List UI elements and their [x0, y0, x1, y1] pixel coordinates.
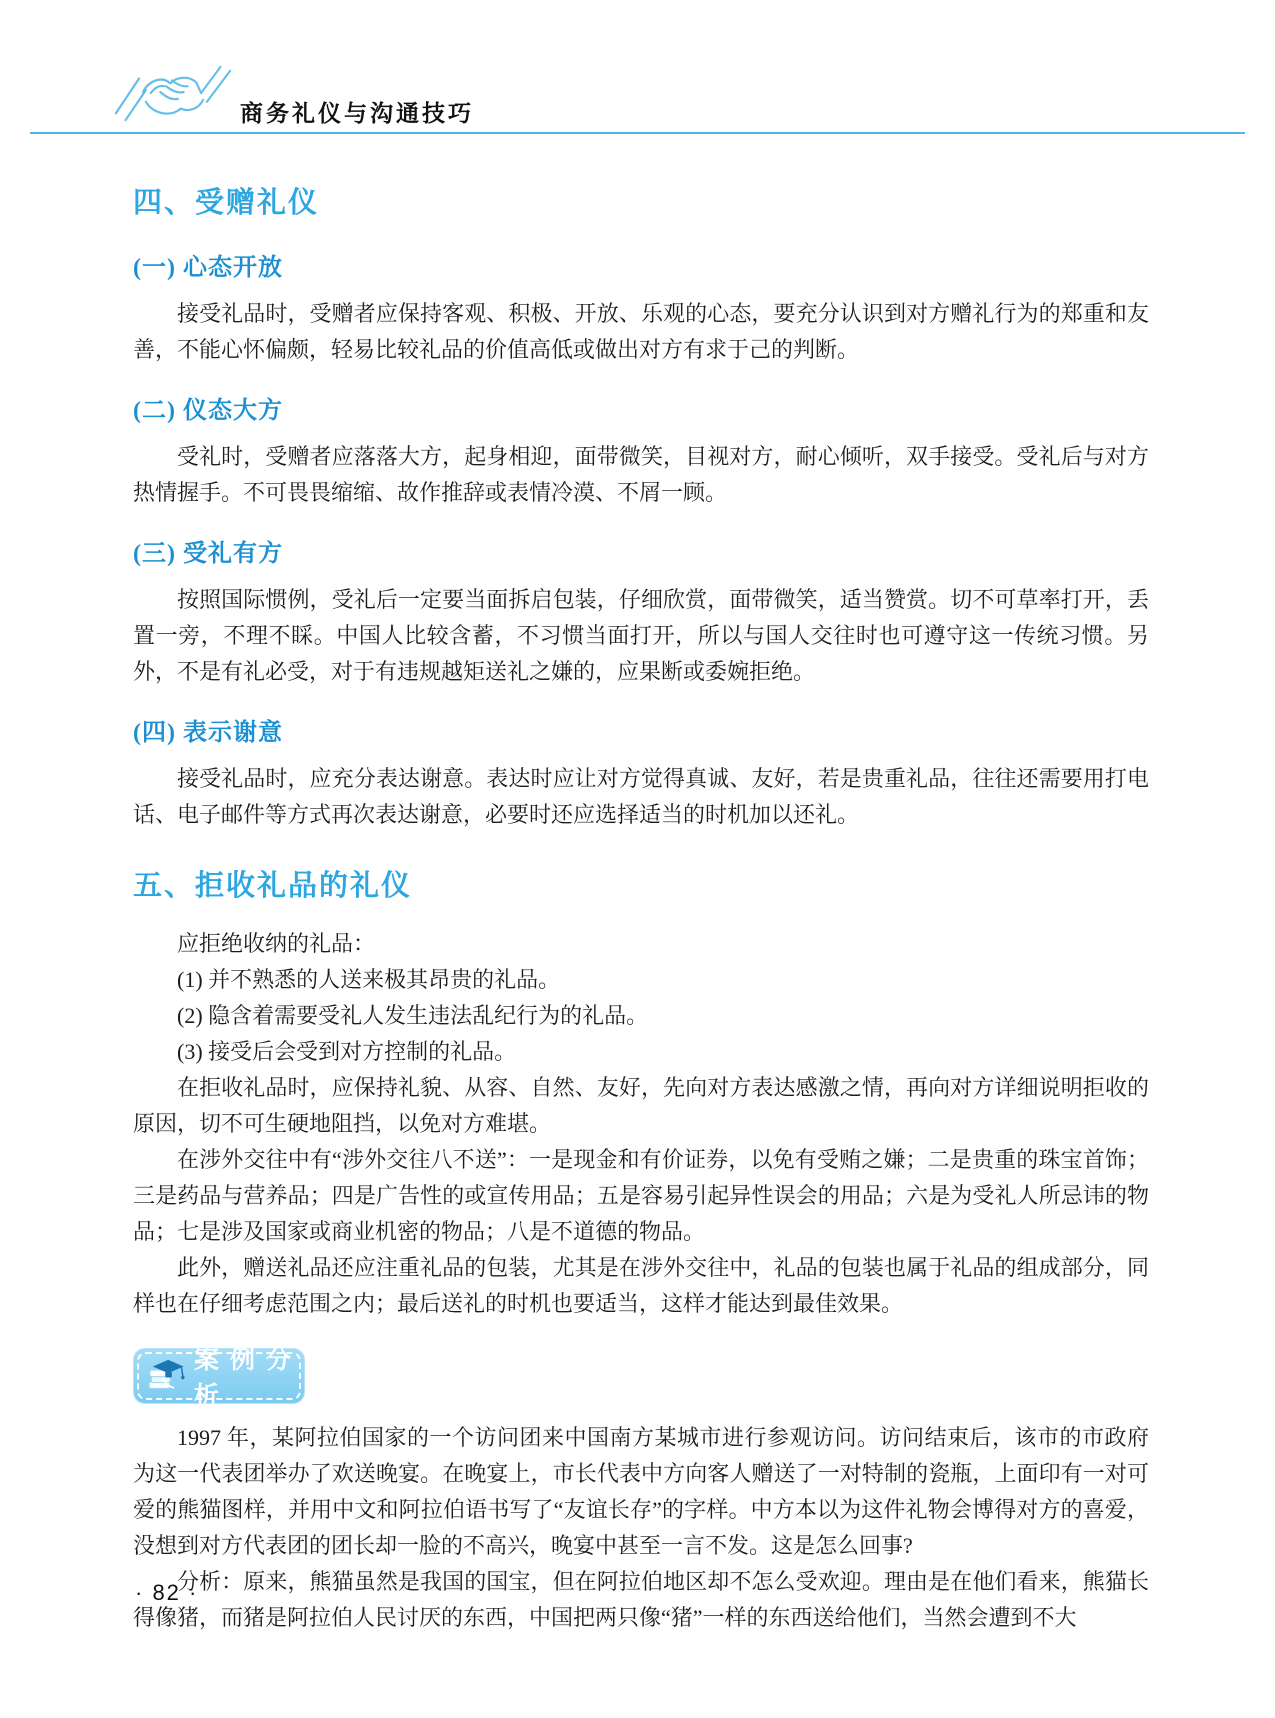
books-graduation-cap-icon	[144, 1354, 188, 1398]
paragraph: 在涉外交往中有“涉外交往八不送”：一是现金和有价证券，以免有受贿之嫌；二是贵重的珠宝首饰；三是药品与营养品；四是广告性的或宣传用品；五是容易引起异性误会的用品；六是为受礼人所忌讳的物品；七是涉及国家或商业机密的物品；八是不道德的物品。	[133, 1147, 1149, 1244]
handshake-icon	[110, 62, 236, 126]
case-paragraph: 1997 年，某阿拉伯国家的一个访问团来中国南方某城市进行参观访问。访问结束后，该市的市政府为这一代表团举办了欢送晚宴。在晚宴上，市长代表中方向客人赠送了一对特制的瓷瓶，上面印有一对可爱的熊猫图样，并用中文和阿拉伯语书写了“友谊长存”的字样。中方本以为这件礼物会博得对方的喜爱，没想到对方代表团的团长却一脸的不高兴，晚宴中甚至一言不发。这是怎么回事?	[133, 1425, 1149, 1558]
page-content	[133, 180, 1149, 1636]
list-item-2: (2) 隐含着需要受礼人发生违法乱纪行为的礼品。	[177, 1003, 649, 1028]
subsection-heading-2: (二) 仪态大方	[133, 398, 283, 424]
paragraph: 按照国际惯例，受礼后一定要当面拆启包装，仔细欣赏，面带微笑，适当赞赏。切不可草率打开，丢置一旁，不理不睬。中国人比较含蓄，不习惯当面打开，所以与国人交往时也可遵守这一传统习惯。另外，不是有礼必受，对于有违规越矩送礼之嫌的，应果断或委婉拒绝。	[133, 587, 1149, 684]
page-number: · 82 ·	[135, 1580, 199, 1605]
paragraph: 在拒收礼品时，应保持礼貌、从容、自然、友好，先向对方表达感激之情，再向对方详细说明拒收的原因，切不可生硬地阻挡，以免对方难堪。	[133, 1075, 1149, 1136]
list-item-3: (3) 接受后会受到对方控制的礼品。	[177, 1039, 517, 1064]
subsection-heading-1: (一) 心态开放	[133, 255, 283, 281]
paragraph: 此外，赠送礼品还应注重礼品的包装，尤其是在涉外交往中，礼品的包装也属于礼品的组成部分，同样也在仔细考虑范围之内；最后送礼的时机也要适当，这样才能达到最佳效果。	[133, 1255, 1149, 1316]
case-analysis-label: 案例分析	[194, 1347, 294, 1410]
section-heading-5: 五、拒收礼品的礼仪	[133, 870, 413, 902]
paragraph: 受礼时，受赠者应落落大方，起身相迎，面带微笑，目视对方，耐心倾听，双手接受。受礼后与对方热情握手。不可畏畏缩缩、故作推辞或表情冷漠、不屑一顾。	[133, 444, 1149, 505]
subsection-heading-3: (三) 受礼有方	[133, 541, 283, 567]
header-divider	[30, 132, 1245, 134]
paragraph: 接受礼品时，受赠者应保持客观、积极、开放、乐观的心态，要充分认识到对方赠礼行为的郑重和友善，不能心怀偏颇，轻易比较礼品的价值高低或做出对方有求于己的判断。	[133, 301, 1149, 362]
list-intro: 应拒绝收纳的礼品：	[177, 931, 376, 956]
list-item-1: (1) 并不熟悉的人送来极其昂贵的礼品。	[177, 967, 561, 992]
case-analysis-section	[133, 1348, 1149, 1636]
book-title: 商务礼仪与沟通技巧	[240, 100, 474, 126]
paragraph: 接受礼品时，应充分表达谢意。表达时应让对方觉得真诚、友好，若是贵重礼品，往往还需要用打电话、电子邮件等方式再次表达谢意，必要时还应选择适当的时机加以还礼。	[133, 766, 1149, 827]
case-paragraph: 分析：原来，熊猫虽然是我国的国宝，但在阿拉伯地区却不怎么受欢迎。理由是在他们看来，熊猫长得像猪，而猪是阿拉伯人民讨厌的东西，中国把两只像“猪”一样的东西送给他们，当然会遭到不大	[133, 1569, 1149, 1630]
case-analysis-badge	[133, 1347, 305, 1410]
subsection-heading-4: (四) 表示谢意	[133, 720, 283, 746]
section-heading-4: 四、受赠礼仪	[133, 187, 320, 219]
